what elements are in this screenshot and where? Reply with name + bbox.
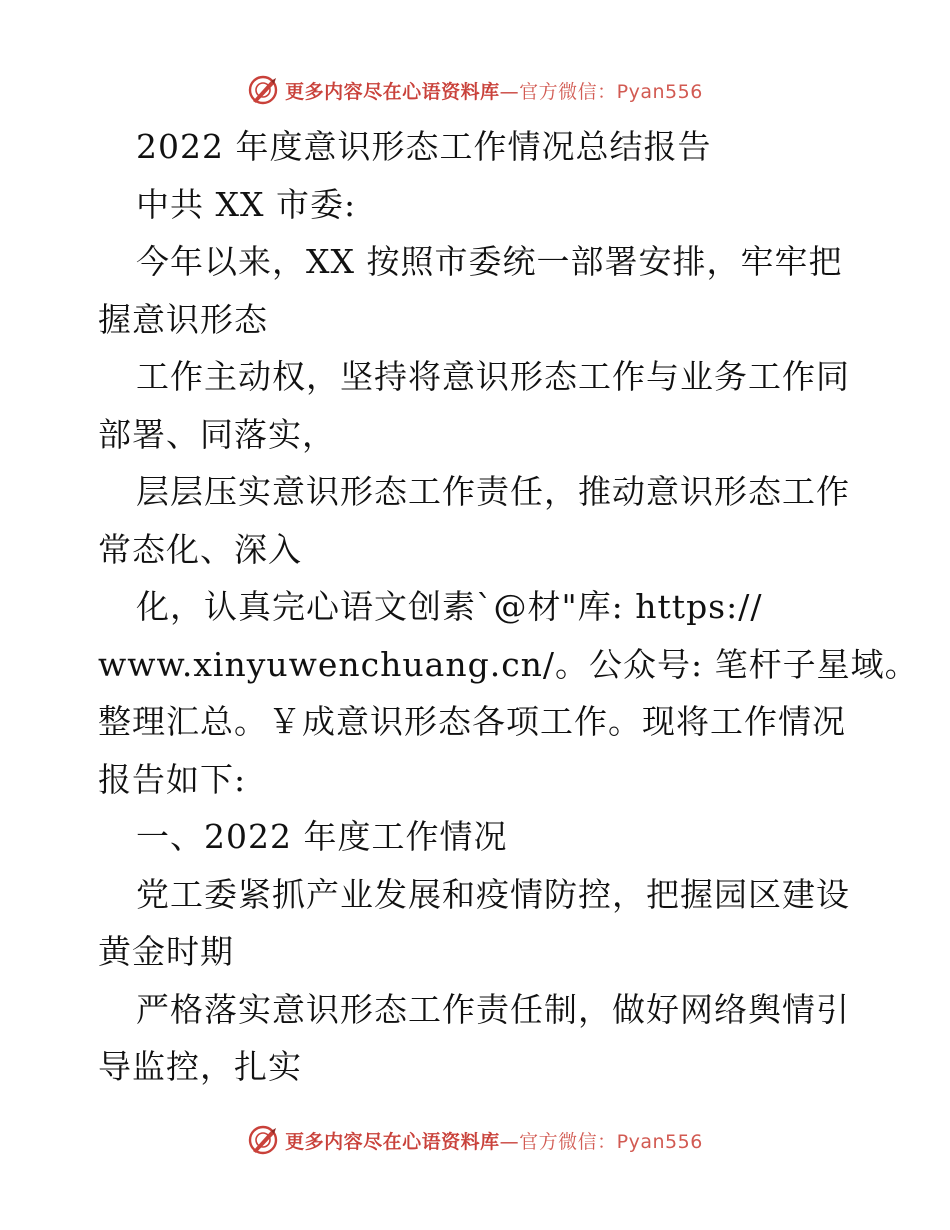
pen-logo-icon: [247, 74, 279, 106]
footer-watermark-banner: [0, 1120, 950, 1160]
doc-line: 严格落实意识形态工作责任制，做好网络舆情引: [136, 989, 850, 1029]
banner-wechat: 官方微信：Pyan556: [519, 80, 703, 103]
doc-line: 导监控，扎实: [98, 1047, 302, 1086]
doc-line: 化，认真完心语文创素`@材"库: https://: [136, 587, 763, 626]
banner-brand: 更多内容尽在心语资料库: [285, 80, 500, 103]
banner-wechat: 官方微信：Pyan556: [519, 1130, 703, 1153]
doc-line: 整理汇总。￥成意识形态各项工作。现将工作情况: [98, 702, 846, 741]
banner-separator: —: [499, 80, 520, 103]
doc-line: 报告如下:: [98, 759, 247, 799]
doc-line: 常态化、深入: [98, 529, 302, 569]
doc-salutation: 中共 XX 市委:: [136, 184, 357, 224]
doc-line: www.xinyuwenchuang.cn/。公众号: 笔杆子星域。: [98, 644, 919, 684]
document-body: [98, 118, 919, 1096]
pen-logo-icon: [247, 1124, 279, 1156]
doc-section-heading: 一、2022 年度工作情况: [136, 817, 508, 856]
doc-line: 黄金时期: [98, 932, 234, 971]
banner-text: [285, 77, 703, 104]
banner-text: [285, 1127, 703, 1154]
doc-line: 今年以来，XX 按照市委统一部署安排，牢牢把: [136, 242, 843, 281]
header-watermark-banner: [0, 70, 950, 110]
banner-separator: —: [499, 1130, 520, 1153]
doc-line: 工作主动权，坚持将意识形态工作与业务工作同: [136, 357, 850, 396]
doc-line: 握意识形态: [98, 299, 268, 339]
doc-line: 党工委紧抓产业发展和疫情防控，把握园区建设: [136, 874, 850, 914]
banner-brand: 更多内容尽在心语资料库: [285, 1130, 500, 1153]
doc-line: 层层压实意识形态工作责任，推动意识形态工作: [136, 472, 850, 511]
doc-title: 2022 年度意识形态工作情况总结报告: [136, 127, 712, 166]
doc-line: 部署、同落实，: [98, 414, 336, 454]
